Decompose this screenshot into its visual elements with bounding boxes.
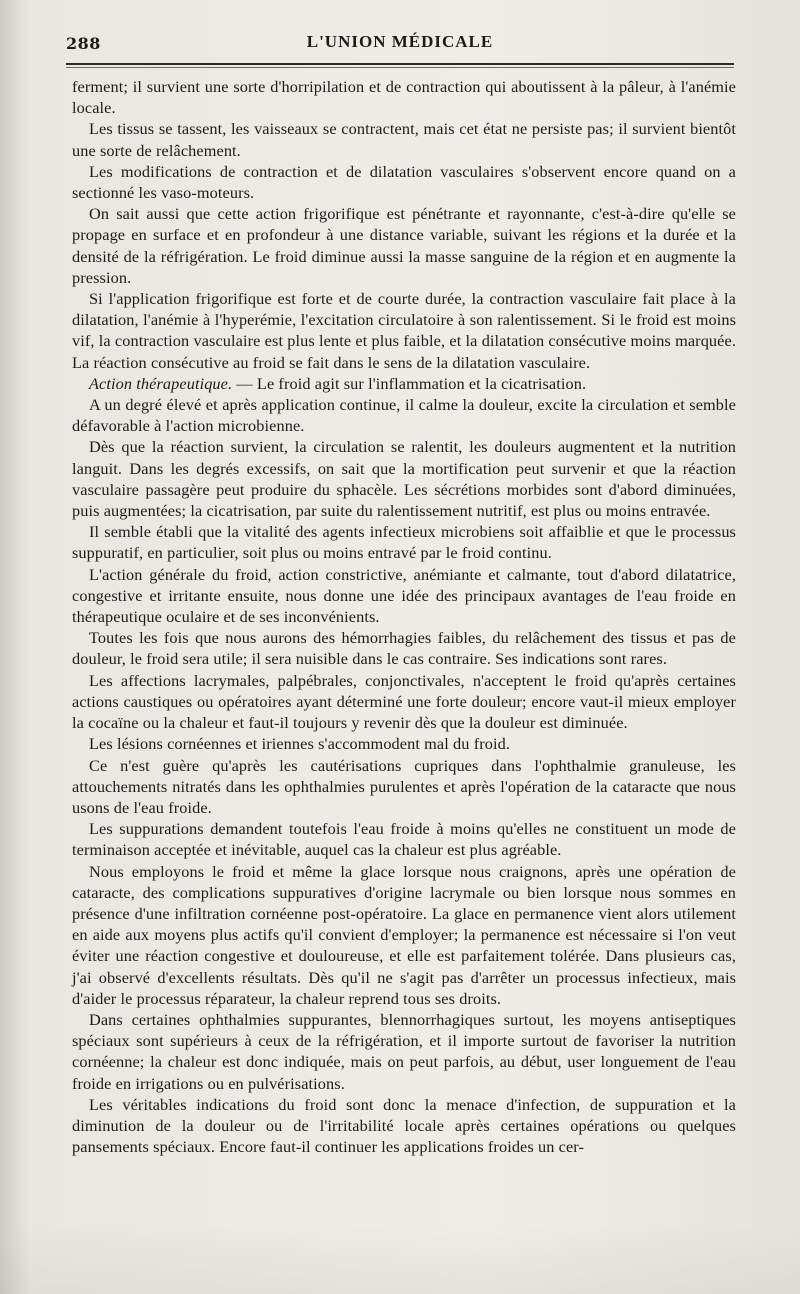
- paragraph: ferment; il survient une sorte d'horripilation et de contraction qui aboutissent à la pâleur, à l'anémie locale.: [72, 77, 736, 118]
- paragraph: Les modifications de contraction et de dilatation vasculaires s'observent encore quand on a sectionné les vaso-moteurs.: [72, 161, 736, 203]
- paragraph: Dès que la réaction survient, la circulation se ralentit, les douleurs augmentent et la nutrition languit. Dans les degrés excessifs, on sait que la mortification peut survenir et que la réaction vasculaire passagère peut produire du sphacèle. Les sécrétions morbides sont d'abord diminuées, puis augmentées; la cicatrisation, par suite du ralentissement nutritif, est plus ou moins entravée.: [72, 437, 736, 521]
- paragraph: Les tissus se tassent, les vaisseaux se contractent, mais cet état ne persiste pas; il survient bientôt une sorte de relâchement.: [72, 119, 736, 160]
- paragraph: Les lésions cornéennes et iriennes s'accommodent mal du froid.: [89, 734, 511, 754]
- paragraph: Les suppurations demandent toutefois l'eau froide à moins qu'elles ne constituent un mode de terminaison acceptée et inévitable, auquel cas la chaleur est plus agréable.: [72, 819, 736, 860]
- header-rule: [66, 63, 734, 65]
- paragraph-therapeutic-action: [72, 373, 736, 394]
- page-header: [66, 28, 734, 58]
- paragraph: On sait aussi que cette action frigorifique est pénétrante et rayonnante, c'est-à-dire qu'elle se propage en surface et en profondeur à une distance variable, suivant les régions et la durée et la densité de la réfrigération. Le froid diminue aussi la masse sanguine de la région et en augmente la pression.: [72, 204, 736, 287]
- page-number: 288: [66, 34, 101, 53]
- section-heading-italic: Action thérapeutique.: [89, 373, 233, 393]
- paragraph: Les véritables indications du froid sont donc la menace d'infection, de suppuration et la diminution de la douleur ou de l'irritabilité locale après certaines opérations ou quelques pansements spéciaux. Encore faut-il continuer les applications froides un cer-: [72, 1094, 736, 1157]
- paragraph: Toutes les fois que nous aurons des hémorrhagies faibles, du relâchement des tissus et pas de douleur, le froid sera utile; il sera nuisible dans le cas contraire. Ses indications sont rares.: [72, 628, 736, 669]
- body-text: [72, 76, 736, 1157]
- header-rule-thin: [66, 67, 734, 68]
- paragraph: Nous employons le froid et même la glace lorsque nous craignons, après une opération de cataracte, des complications suppuratives d'origine lacrymale ou bien lorsque nous sommes en présence d'une infiltration cornéenne post-opératoire. La glace en permanence vient alors utilement en aide aux moyens plus actifs qu'il convient d'employer; la permanence est nécessaire si l'on veut éviter une réaction congestive et douloureuse, et elle est parfaitement tolérée. Dans plusieurs cas, j'ai observé d'excellents résultats. Dès qu'il ne s'agit pas d'arrêter un processus infectieux, mais d'aider le processus réparateur, la chaleur reprend tous ses droits.: [72, 861, 736, 1008]
- paragraph: A un degré élevé et après application continue, il calme la douleur, excite la circulation et semble défavorable à l'action microbienne.: [72, 395, 736, 436]
- paragraph: Les affections lacrymales, palpébrales, conjonctivales, n'acceptent le froid qu'après certaines actions caustiques ou opératoires ayant déterminé une forte douleur; encore vaut-il mieux employer la cocaïne ou la chaleur et faut-il toujours y revenir dès que la douleur est diminuée.: [72, 670, 736, 733]
- paragraph: Ce n'est guère qu'après les cautérisations cupriques dans l'ophthalmie granuleuse, les attouchements nitratés dans les ophthalmies purulentes et après l'opération de la cataracte que nous usons de l'eau froide.: [72, 755, 736, 817]
- paragraph: Il semble établi que la vitalité des agents infectieux microbiens soit affaiblie et que le processus suppuratif, en particulier, soit plus ou moins entravé par le froid continu.: [72, 522, 736, 563]
- running-title: L'UNION MÉDICALE: [306, 32, 494, 51]
- paragraph-text: — Le froid agit sur l'inflammation et la cicatrisation.: [232, 373, 587, 393]
- paragraph: Si l'application frigorifique est forte et de courte durée, la contraction vasculaire fait place à la dilatation, l'anémie à l'hyperémie, l'excitation circulatoire à son ralentissement. Si le froid est moins vif, la contraction vasculaire est plus lente et plus faible, et la dilatation consécutive moins marquée. La réaction consécutive au froid se fait dans le sens de la dilatation vasculaire.: [72, 289, 736, 372]
- paragraph: L'action générale du froid, action constrictive, anémiante et calmante, tout d'abord dilatatrice, congestive et irritante ensuite, nous donne une idée des principaux avantages de l'eau froide en thérapeutique oculaire et de ses inconvénients.: [72, 564, 736, 627]
- page-edge-shading: [0, 1224, 800, 1294]
- paragraph: Dans certaines ophthalmies suppurantes, blennorrhagiques surtout, les moyens antiseptiques spéciaux sont supérieurs à ceux de la réfrigération, et il importe surtout de favoriser la nutrition cornéenne; la chaleur est donc indiquée, mais on peut parfois, au début, user longuement de l'eau froide en irrigations ou en pulvérisations.: [72, 1009, 736, 1093]
